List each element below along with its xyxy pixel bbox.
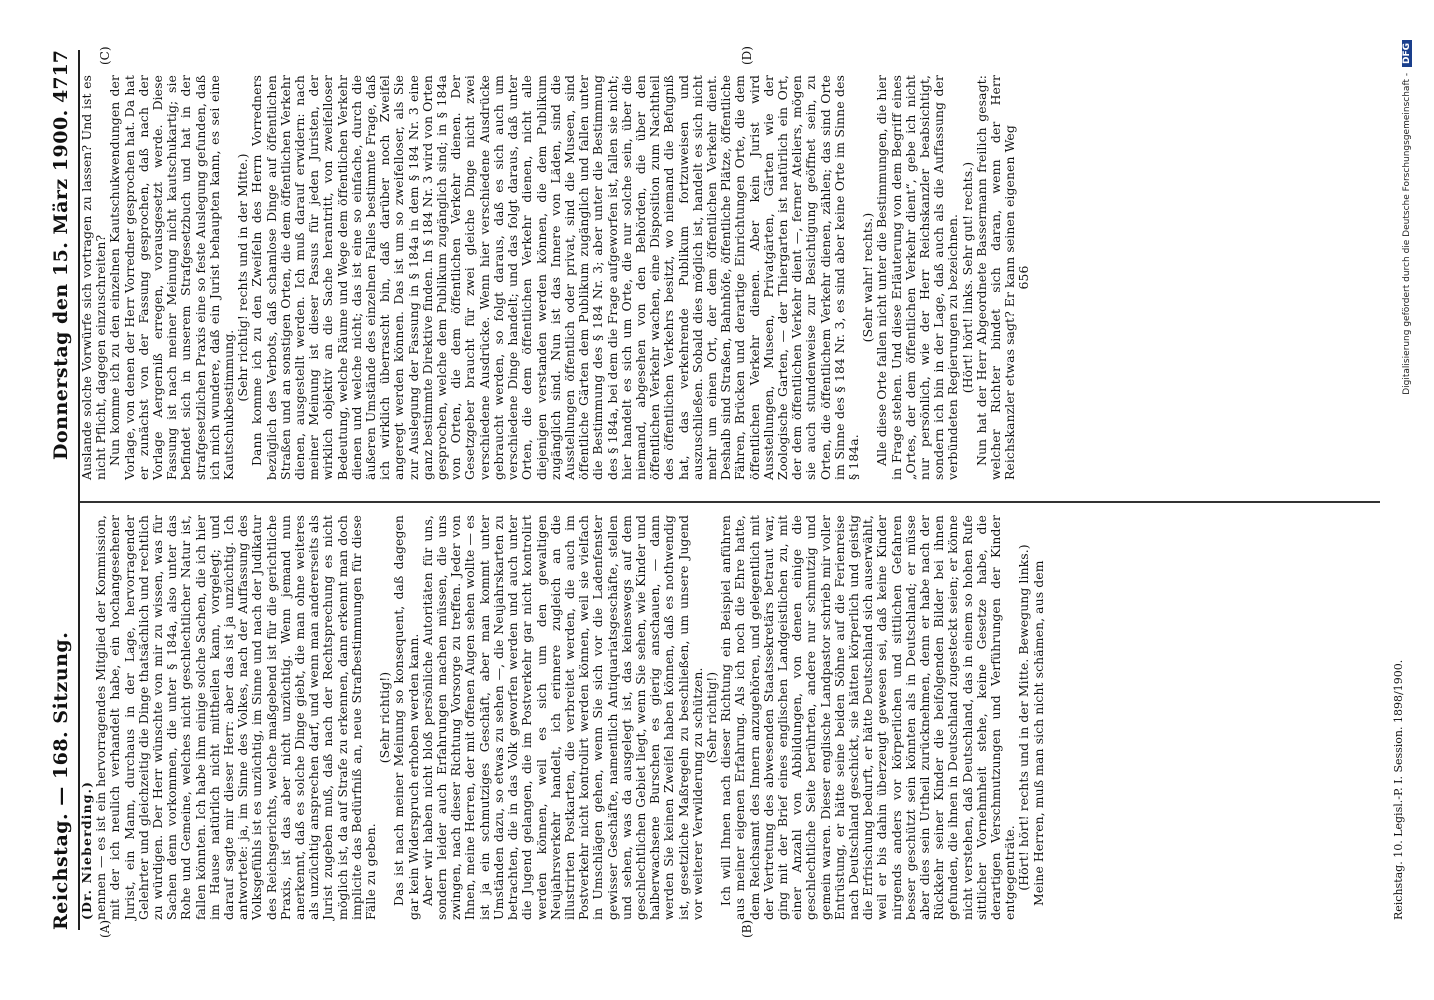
paragraph: Ich will Ihnen nach dieser Richtung ein Beispiel anführen aus meiner eigenen Erfahrung. Als ich noch die Ehre hatte, dem Reichsamt des Innern anzugehören, und gelegentlich mit der Vertretung des abwesenden Staatssekretärs betraut war, ging mit der Brief eines englischen Landgeistlichen zu, mit einer Anzahl von Abbildungen, von denen einige die geschlechtliche Seite berührten, andere nur schmutzig und gemein waren. Dieser englische Landpastor schrieb mir voller Entrüstung, er hätte seine beiden Söhne auf die Ferienreise nach Deutschland geschickt, sie hätten körperlich und geistig die Erfrischung bedurft, er hätte Deutschland sich auserwählt, weil er bis dahin überzeugt gewesen sei, daß keine Kinder nirgends anders vor körperlichen und sittlichen Gefahren besser geschützt sein könnten als in Deutschland; er müsse aber dies sein Urtheil zurücknehmen, denn er habe nach der Rückkehr seiner Kinder die beifolgenden Bilder bei ihnen gefunden, die ihnen in Deutschland zugesteckt seien; er könne nicht verstehen, daß Deutschland, das in einem so hohen Rufe sittlicher Vornehmheit stehe, keine Gesetze habe, die derartigen Verschmutzungen und Verführungen der Kinder entgegenträte. <box>718 515 1018 920</box>
dfg-logo-badge: DFG <box>1402 40 1412 67</box>
header-session: Reichstag. — 168. Sitzung. <box>50 631 72 930</box>
dfg-watermark <box>1402 40 1412 960</box>
paragraph: Aber wir haben nicht bloß persönliche Autoritäten für uns, sondern leider auch Erfahrungen machen müssen, die uns zwingen, nach dieser Richtung Vorsorge zu treffen. Jeder von Ihnen, meine Herren, der mit offenen Augen sehen wollte — es ist ja ein schmutziges Geschäft, aber man kommt unter Umständen dazu, so etwas zu sehen —, die Neujahrskarten zu betrachten, die in das Volk geworfen werden und auch unter die Jugend gelangen, die im Postverkehr gar nicht kontrolirt werden können, weil es sich um den gewaltigen Neujahrsverkehr handelt, ich erinnere zugleich an die illustrirten Postkarten, die verbreitet werden, die auch im Postverkehr nicht kontrolirt werden können, weil sie vielfach in Umschlägen gehen, wenn Sie sich vor die Ladenfenster gewisser Geschäfte, namentlich Antiquariatsgeschäfte, stellen und sehen, was da ausgelegt ist, das keineswegs auf dem geschlechtlichen Gebiet liegt, wenn Sie sehen, wie Kinder und halberwachsene Burschen es gierig anschauen, — dann werden Sie keinen Zweifel haben können, daß es nothwendig ist, gesetzliche Maßregeln zu beschließen, um unsere Jugend vor weiterer Verwilderung zu schützen. <box>419 515 705 920</box>
sheet-number: 656 <box>1016 265 1032 290</box>
footer-session-info: Reichstag. 10. Legisl.-P. I. Session. 1898/1900. <box>1392 659 1405 920</box>
paragraph: nennen — es ist ein hervorragendes Mitglied der Kommission, mit der ich neulich verhandelt habe, ein hochangesehener Jurist, ein Mann, durchaus in der Lage, hervorragender Gelehrter und gleichzeitig die Dinge thatsächlich und rechtlich zu würdigen. Der Herr wünschte von mir zu wissen, was für Sachen denn vorkommen, die unter § 184a, also unter das Rohe und Gemeine, welches nicht geschlechtlicher Natur ist, fallen könnten. Ich habe ihm einige solche Sachen, die ich hier im Hause natürlich nicht mittheilen kann, vorgelegt; und darauf sagte mir dieser Herr: aber das ist ja unzüchtig. Ich antwortete: ja, im Sinne des Volkes, nach der Auffassung des Volksgefühls ist es unzüchtig, im Sinne und nach der Judikatur des Reichsgerichts, welche maßgebend ist für die gerichtliche Praxis, ist das aber nicht unzüchtig. Wenn jemand nun anerkennt, daß es solche Dinge giebt, die man ohne weiteres als unzüchtig ansprechen darf, und wenn man andererseits als Jurist zugeben muß, daß nach der Rechtsprechung es nicht möglich ist, da auf Strafe zu erkennen, dann erkennt man doch implicite das Bedürfniß an, neue Strafbestimmungen für diese Fälle zu geben. <box>93 515 379 920</box>
paragraph: Das ist nach meiner Meinung so konsequent, daß dagegen gar kein Widerspruch erhoben werden kann. <box>391 515 421 920</box>
paragraph: Auslande solche Vorwürfe sich vortragen zu lassen? Und ist es nicht Pflicht, dagegen einzuschreiten? <box>79 75 109 480</box>
header-page-number: 4717 <box>50 50 72 103</box>
applause-note: (Hört! hört! links. Sehr gut! rechts.) <box>959 161 975 394</box>
applause-note: (Sehr richtig!) <box>377 671 393 764</box>
speaker-label: (Dr. Nieberding.) <box>79 780 94 920</box>
paragraph: Dann komme ich zu den Zweifeln des Herrn Vorredners bezüglich des Verbots, daß schamlose Dinge auf öffentlichen Straßen und an sonstigen Orten, die dem öffentlichen Verkehr dienen, ausgestellt werden. Ich muß darauf erwidern: nach meiner Meinung ist dieser Passus für jeden Juristen, der wirklich objektiv an die Sache herantritt, von zweifelloser Bedeutung, welche Räume und Wege dem öffentlichen Verkehr dienen und welche nicht; das ist eine so einfache, durch die äußeren Umstände des einzelnen Falles bestimmte Frage, daß ich wirklich überrascht bin, daß darüber noch Zweifel angeregt werden können. Das ist um so zweifelloser, als Sie zur Auslegung der Fassung in § 184a in dem § 184 Nr. 3 eine ganz bestimmte Direktive finden. In § 184 Nr. 3 wird von Orten gesprochen, welche dem Publikum zugänglich sind; in § 184a von Orten, die dem öffentlichen Verkehr dienen. Der Gesetzgeber braucht für zwei gleiche Dinge nicht zwei verschiedene Ausdrücke. Wenn hier verschiedene Ausdrücke gebraucht werden, so folgt daraus, daß es sich auch um verschiedene Dinge handelt; und das folgt daraus, daß unter Orten, die dem öffentlichen Verkehr dienen, nicht alle diejenigen verstanden werden können, die dem Publikum zugänglich sind. Nun ist das Innere von Läden, sind die Ausstellungen öffentlich oder privat, sind die Museen, sind öffentliche Gärten dem Publikum zugänglich und fallen unter die Bestimmung des § 184 Nr. 3; aber unter die Bestimmung des § 184a, bei dem die Frage aufgeworfen ist, fallen sie nicht; hier handelt es sich um Orte, die nur solche sein, über die niemand, abgesehen von den Behörden, die über den öffentlichen Verkehr wachen, eine Disposition zum Nachtheil des öffentlichen Verkehrs besitzt, wo niemand die Befugniß hat, das verkehrende Publikum fortzuweisen und auszuschließen. Sobald dies möglich ist, handelt es sich nicht mehr um einen Ort, der dem öffentlichen Verkehr dient. Deshalb sind Straßen, Bahnhöfe, öffentliche Plätze, öffentliche Fähren, Brücken und derartige Einrichtungen Orte, die dem öffentlichen Verkehr dienen. Aber kein Jurist wird Ausstellungen, Museen, Privatgärten, Gärten wie der Zoologische Garten, — der Thiergarten ist natürlich ein Ort, der dem öffentlichen Verkehr dient —, ferner Ateliers, mögen sie auch stundenweise zur Besichtigung geöffnet sein, zu Orten, die öffentlichem Verkehr dienen, zählen; das sind Orte im Sinne des § 184 Nr. 3, es sind aber keine Orte im Sinne des § 184a. <box>249 75 861 480</box>
margin-mark-b: (B) <box>740 919 754 938</box>
applause-note: (Hört! hört! rechts und in der Mitte. Bewegung links.) <box>1016 544 1032 891</box>
margin-mark-c: (C) <box>98 46 112 65</box>
paragraph: Nun komme ich zu den einzelnen Kautschukwendungen der Vorlage, von denen der Herr Vorredner gesprochen hat. Da hat er zunächst von der Fassung gesprochen, daß nach der Vorlage Aergerniß erregen, vorausgesetzt werde. Diese Fassung ist nach meiner Meinung nicht kautschukartig; sie befindet sich in unserem Strafgesetzbuch und hat in der strafgesetzlichen Praxis eine so feste Auslegung gefunden, daß ich mich wundere, daß ein Jurist behaupten kann, es sei eine Kautschukbestimmung. <box>107 75 237 480</box>
page-header <box>50 50 76 930</box>
paragraph: Nun hat der Herr Abgeordnete Bassermann freilich gesagt: welcher Richter bindet sich daran, wenn der Herr Reichskanzler etwas sagt? Er kann seinen eigenen Weg <box>973 75 1018 480</box>
applause-note: (Sehr richtig!) <box>703 671 719 764</box>
applause-note: (Sehr wahr! rechts.) <box>860 212 876 343</box>
applause-note: (Sehr richtig! rechts und in der Mitte.) <box>235 153 251 402</box>
paragraph: Alle diese Orte fallen nicht unter die Bestimmungen, die hier in Frage stehen. Und diese Erläuterung von dem Begriff eines „Ortes, der dem öffentlichen Verkehr dient“, gebe ich nicht nur persönlich, wie der Herr Reichskanzler beabsichtigt, sondern ich bin in der Lage, daß auch als die Auffassung der verbündeten Regierungen zu bezeichnen. <box>874 75 961 480</box>
column-divider <box>80 501 1380 503</box>
margin-mark-a: (A) <box>98 919 112 938</box>
header-date: Donnerstag den 15. März 1900. <box>50 109 72 460</box>
column-left <box>80 515 1380 920</box>
column-right <box>80 75 1380 480</box>
paragraph: Meine Herren, muß man sich nicht schämen, aus dem <box>1030 560 1046 906</box>
margin-mark-d: (D) <box>740 46 754 65</box>
dfg-watermark-text: Digitalisierung gefördert durch die Deutsche Forschungsgemeinschaft - <box>1402 72 1412 395</box>
